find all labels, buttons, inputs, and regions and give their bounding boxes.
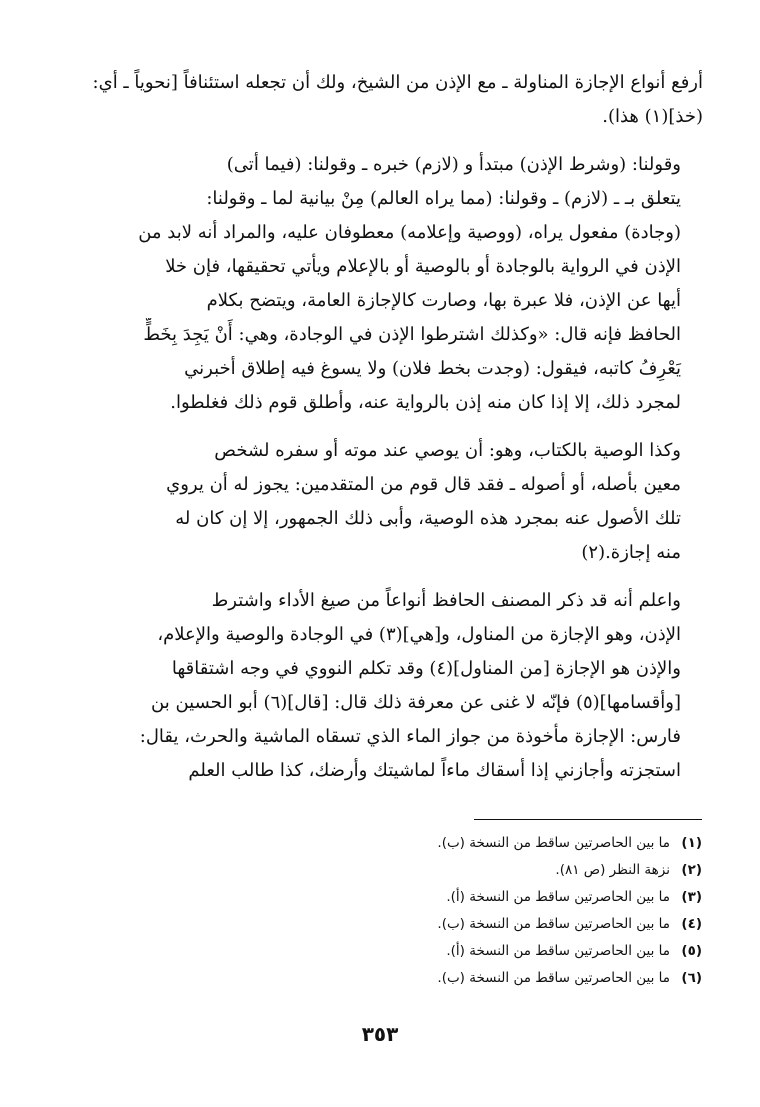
footnote-number: (٢) (681, 862, 702, 878)
text-line: الإذن، وهو الإجازة من المناول، و[هي](٣) في الوجادة والوصية والإعلام، (157, 624, 681, 645)
footnote-text: ما بين الحاصرتين ساقط من النسخة (أ). (446, 889, 670, 905)
text-line: يتعلق بـ ـ (لازم) ـ وقولنا: (مما يراه العالم) مِنْ بيانية لما ـ وقولنا: (206, 188, 681, 209)
paragraph-2 (82, 148, 703, 420)
text-line: لمجرد ذلك، إلا إذا كان منه إذن بالرواية عنه، وأطلق قوم ذلك فغلطوا. (170, 392, 681, 413)
paragraph-4 (82, 584, 703, 788)
text-line: [وأقسامها](٥) فإنّه لا غنى عن معرفة ذلك قال: [قال](٦) أبو الحسين بن (151, 692, 681, 713)
text-line: فارس: الإجازة مأخوذة من جواز الماء الذي تسقاه الماشية والحرث، يقال: (139, 726, 681, 747)
footnote-separator (474, 819, 702, 820)
text-line: يَعْرِفُ كاتبه، فيقول: (وجدت بخط فلان) ولا يسوغ فيه إطلاق أخبرني (184, 358, 681, 379)
text-line: أيها عن الإذن، فلا عبرة بها، وصارت كالإجازة العامة، ويتضح بكلام (206, 290, 681, 311)
text-line: وكذا الوصية بالكتاب، وهو: أن يوصي عند موته أو سفره لشخص (214, 440, 681, 461)
text-line: وقولنا: (وشرط الإذن) مبتدأ و (لازم) خبره ـ وقولنا: (فيما أتى) (226, 154, 681, 175)
footnote-item (300, 911, 702, 938)
footnote-item (300, 884, 702, 911)
text-line: واعلم أنه قد ذكر المصنف الحافظ أنواعاً من صيغ الأداء واشترط (211, 590, 681, 611)
text-line: تلك الأصول عنه بمجرد هذه الوصية، وأبى ذلك الجمهور، إلا إن كان له (175, 508, 681, 529)
footnote-text: نزهة النظر (ص ٨١). (555, 862, 670, 878)
text-line: الحافظ فإنه قال: «وكذلك اشترطوا الإذن في الوجادة، وهي: أَنْ يَجِدَ بِخَطٍّ (143, 324, 681, 345)
footnote-text: ما بين الحاصرتين ساقط من النسخة (ب). (437, 835, 670, 851)
text-line: أرفع أنواع الإجازة المناولة ـ مع الإذن من الشيخ، ولك أن تجعله استئنافاً [نحوياً ـ أي: (92, 72, 703, 93)
footnote-item (300, 965, 702, 992)
text-line: (خذ](١) هذا). (602, 106, 703, 127)
text-line: منه إجازة.(٢) (581, 542, 681, 563)
footnote-item (300, 830, 702, 857)
footnotes-list (300, 830, 702, 992)
paragraph-3 (82, 434, 703, 570)
footnote-text: ما بين الحاصرتين ساقط من النسخة (أ). (446, 943, 670, 959)
footnote-number: (٤) (681, 916, 702, 932)
paragraph-1 (82, 66, 703, 134)
footnote-number: (٥) (681, 943, 702, 959)
page-number: ٣٥٣ (361, 1022, 399, 1046)
footnote-number: (١) (681, 835, 702, 851)
text-line: والإذن هو الإجازة [من المناول](٤) وقد تكلم النووي في وجه اشتقاقها (171, 658, 681, 679)
footnote-text: ما بين الحاصرتين ساقط من النسخة (ب). (437, 970, 670, 986)
footnote-item (300, 938, 702, 965)
footnote-number: (٣) (681, 889, 702, 905)
footnote-text: ما بين الحاصرتين ساقط من النسخة (ب). (437, 916, 670, 932)
footnote-number: (٦) (681, 970, 702, 986)
text-line: (وجادة) مفعول يراه، (ووصية وإعلامه) معطوفان عليه، والمراد أنه لابد من (138, 222, 681, 243)
text-line: استجزته وأجازني إذا أسقاك ماءاً لماشيتك وأرضك، كذا طالب العلم (188, 760, 681, 781)
footnote-item (300, 857, 702, 884)
main-text (82, 66, 703, 802)
text-line: الإذن في الرواية بالوجادة أو بالوصية أو بالإعلام ويأتي تحقيقها، فإن خلا (165, 256, 681, 277)
text-line: معين بأصله، أو أصوله ـ فقد قال قوم من المتقدمين: يجوز له أن يروي (166, 474, 681, 495)
